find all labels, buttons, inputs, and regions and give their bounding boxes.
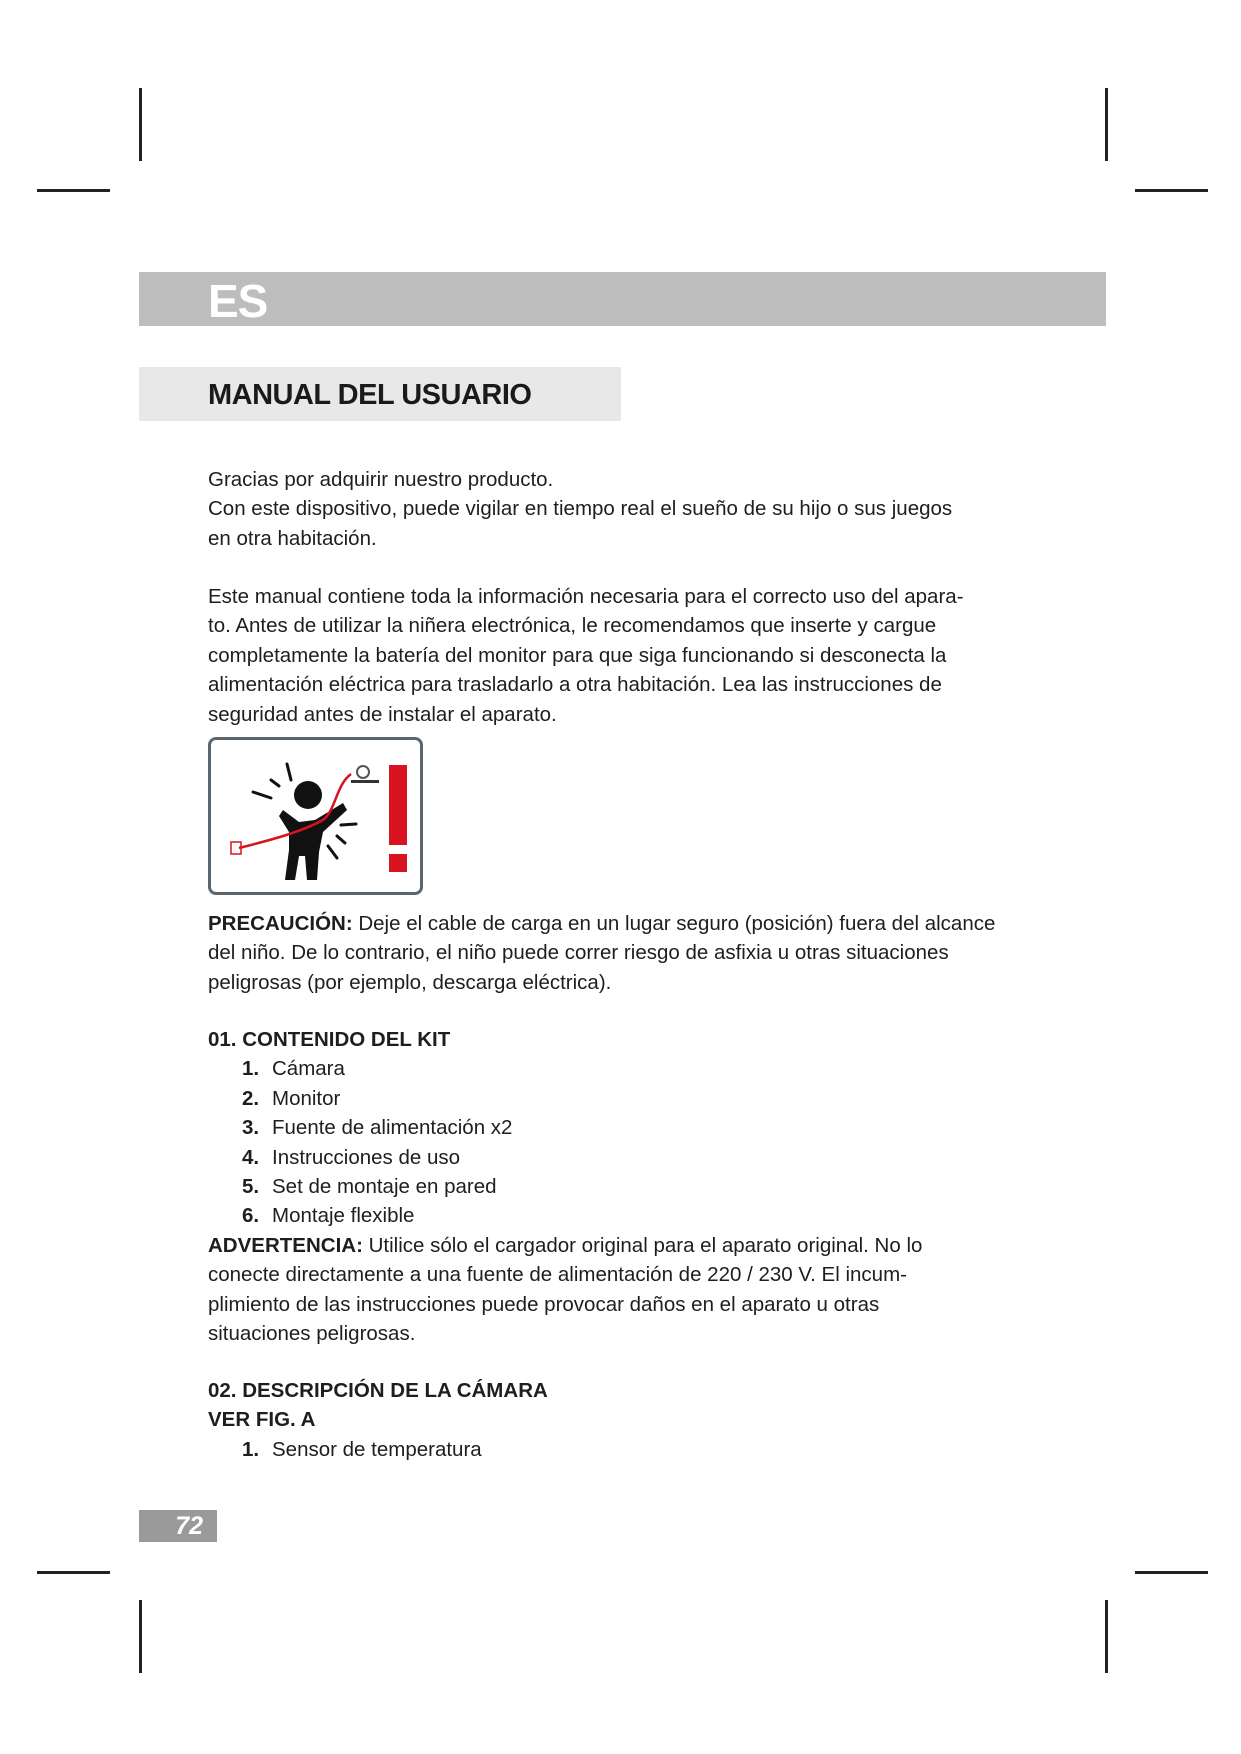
warning-label: ADVERTENCIA:: [208, 1233, 363, 1257]
text-line: to. Antes de utilizar la niñera electrónica, le recomendamos que inserte y cargue: [208, 614, 937, 638]
text-line: completamente la batería del monitor para que siga funcionando si desconecta la: [208, 643, 947, 667]
text-line: Este manual contiene toda la información necesaria para el correcto uso del apara-: [208, 585, 964, 608]
text-line: plimiento de las instrucciones puede provocar daños en el aparato u otras: [208, 1292, 880, 1316]
page-title: MANUAL DEL USUARIO: [208, 379, 532, 411]
crop-mark: [1105, 88, 1108, 161]
crop-mark: [139, 88, 142, 161]
intro-paragraph-1: [208, 465, 952, 553]
list-item: 3. Fuente de alimentación x2: [242, 1116, 513, 1140]
crop-mark: [37, 189, 110, 192]
crop-mark: [1105, 1600, 1108, 1673]
text-line: seguridad antes de instalar el aparato.: [208, 702, 557, 726]
page-number-box: [139, 1510, 217, 1542]
crop-mark: [139, 1600, 142, 1673]
crop-mark: [1135, 1571, 1208, 1574]
page-number: 72: [175, 1512, 203, 1540]
intro-paragraph-2: [208, 582, 964, 729]
language-bar: [139, 272, 1106, 326]
text-line: Con este dispositivo, puede vigilar en tiempo real el sueño de su hijo o sus juegos: [208, 497, 953, 521]
child-strangulation-cable-warning-icon: [208, 737, 423, 895]
list-item: 2. Monitor: [242, 1086, 341, 1110]
text-line: conecte directamente a una fuente de alimentación de 220 / 230 V. El incum-: [208, 1263, 907, 1287]
title-bar: [139, 367, 621, 421]
section-subheading: VER FIG. A: [208, 1408, 316, 1432]
list-item: 1. Cámara: [242, 1057, 345, 1081]
text-line: alimentación eléctrica para trasladarlo a otra habitación. Lea las instrucciones de: [208, 673, 942, 697]
list-item: 1. Sensor de temperatura: [242, 1437, 482, 1461]
section-heading: 02. DESCRIPCIÓN DE LA CÁMARA: [208, 1379, 548, 1402]
section-contenido-del-kit: [208, 1025, 922, 1348]
section-heading: 01. CONTENIDO DEL KIT: [208, 1028, 451, 1051]
text-line: peligrosas (por ejemplo, descarga eléctrica).: [208, 970, 612, 994]
text-line: en otra habitación.: [208, 526, 377, 550]
caution-paragraph: [208, 909, 995, 997]
text-line: del niño. De lo contrario, el niño puede correr riesgo de asfixia u otras situaciones: [208, 941, 949, 965]
crop-mark: [37, 1571, 110, 1574]
section-descripcion-camara: [208, 1376, 548, 1464]
list-item: 6. Montaje flexible: [242, 1204, 415, 1228]
crop-mark: [1135, 189, 1208, 192]
text-line: situaciones peligrosas.: [208, 1322, 416, 1346]
language-code: ES: [208, 275, 268, 327]
list-item: 4. Instrucciones de uso: [242, 1145, 461, 1169]
list-item: 5. Set de montaje en pared: [242, 1175, 497, 1199]
text-line: Utilice sólo el cargador original para el aparato original. No lo: [362, 1233, 923, 1257]
text-line: Deje el cable de carga en un lugar seguro (posición) fuera del alcance: [352, 912, 996, 935]
caution-label: PRECAUCIÓN:: [208, 912, 353, 935]
text-line: Gracias por adquirir nuestro producto.: [208, 468, 554, 491]
